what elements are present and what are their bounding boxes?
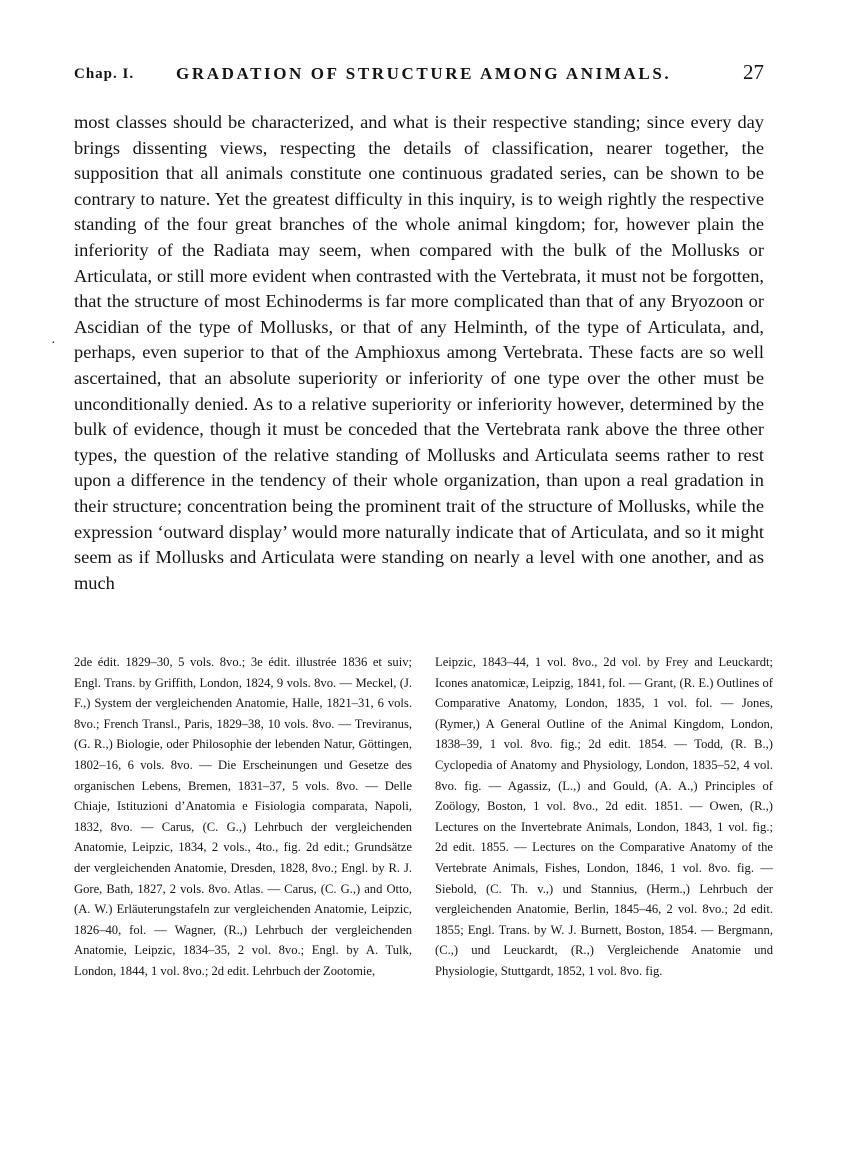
footnote-column-left: 2de édit. 1829–30, 5 vols. 8vo.; 3e édit. illustrée 1836 et suiv; Engl. Trans. by Griffith, London, 1824, 9 vols. 8vo. — Meckel, (J. F.,) System der vergleichenden Anatomie, Halle, 1821–31, 6 vols. 8vo.; French Transl., Paris, 1829–38, 10 vols. 8vo. — Treviranus, (G. R.,) Biologie, oder Philosophie der lebenden Natur, Göttingen, 1802–16, 6 vols. 8vo. — Die Erscheinungen und Gesetze des organischen Lebens, Bremen, 1831–37, 5 vols. 8vo. — Delle Chiaje, Istituzioni d’Anatomia e Fisiologia comparata, Napoli, 1832, 8vo. — Carus, (C. G.,) Lehrbuch der vergleichenden Anatomie, Leipzic, 1834, 2 vols., 4to., fig. 2d edit.; Grundsätze der vergleichenden Anatomie, Dresden, 1828, 8vo.; Engl. by R. J. Gore, Bath, 1827, 2 vols. 8vo. Atlas. — Carus, (C. G.,) and Otto, (A. W.) Erläuterungstafeln zur vergleichenden Anatomie, Leipzic, 1826–40, fol. — Wagner, (R.,) Lehrbuch der vergleichenden Anatomie, Leipzic, 1834–35, 2 vol. 8vo.; Engl. by A. Tulk, London, 1844, 1 vol. 8vo.; 2d edit. Lehrbuch der Zootomie, <box>74 655 412 978</box>
running-head <box>74 58 764 88</box>
page-number: 27 <box>743 60 764 84</box>
chapter-label: Chap. I. <box>74 66 135 82</box>
margin-mark: · <box>51 336 56 351</box>
footnotes <box>74 652 773 1072</box>
body-paragraph: most classes should be characterized, and what is their respective standing; since every day brings dissenting views, respecting the details of classification, nearer together, the supposition that all animals constitute one continuous gradated series, can be shown to be contrary to nature. Yet the greatest difficulty in this inquiry, is to weigh rightly the respective standing of the four great branches of the whole animal kingdom; for, however plain the inferiority of the Radiata may seem, when compared with the bulk of the Mollusks or Articulata, or still more evident when contrasted with the Vertebrata, it must not be forgotten, that the structure of most Echinoderms is far more complicated than that of any Bryozoon or Ascidian of the type of Mollusks, or that of any Helminth, of the type of Articulata, and, perhaps, even superior to that of the Amphioxus among Vertebrata. These facts are so well ascertained, that an absolute superiority or inferiority of one type over the other must be unconditionally denied. As to a relative superiority or inferiority however, determined by the bulk of evidence, though it must be conceded that the Vertebrata rank above the three other types, the question of the relative standing of Mollusks and Articulata seems rather to rest upon a difference in the tendency of their whole organization, than upon a real gradation in their structure; concentration being the prominent trait of the structure of Mollusks, while the expression ‘outward display’ would more naturally indicate that of Articulata, and so it might seem as if Mollusks and Articulata were standing on nearly a level with one another, and as much <box>74 112 764 593</box>
page-title: GRADATION OF STRUCTURE AMONG ANIMALS. <box>176 64 672 83</box>
footnote-column-right: Leipzic, 1843–44, 1 vol. 8vo., 2d vol. by Frey and Leuckardt; Icones anatomicæ, Leipzig, 1841, fol. — Grant, (R. E.) Outlines of Comparative Anatomy, London, 1835, 1 vol. fol. — Jones, (Rymer,) A General Outline of the Animal Kingdom, London, 1838–39, 1 vol. 8vo. fig.; 2d edit. 1854. — Todd, (R. B.,) Cyclopedia of Anatomy and Physiology, London, 1835–52, 4 vol. 8vo. fig. — Agassiz, (L.,) and Gould, (A. A.,) Principles of Zoölogy, Boston, 1 vol. 8vo., 2d edit. 1851. — Owen, (R.,) Lectures on the Invertebrate Animals, London, 1843, 1 vol. fig.; 2d edit. 1855. — Lectures on the Comparative Anatomy of the Vertebrate Animals, Fishes, London, 1846, 1 vol. 8vo. fig. — Siebold, (C. Th. v.,) und Stannius, (Herm.,) Lehrbuch der vergleichenden Anatomie, Berlin, 1845–46, 2 vol. 8vo.; 2d edit. 1855; Engl. Trans. by W. J. Burnett, Boston, 1854. — Bergmann, (C.,) und Leuckardt, (R.,) Vergleichende Anatomie und Physiologie, Stuttgardt, 1852, 1 vol. 8vo. fig. <box>435 655 773 978</box>
